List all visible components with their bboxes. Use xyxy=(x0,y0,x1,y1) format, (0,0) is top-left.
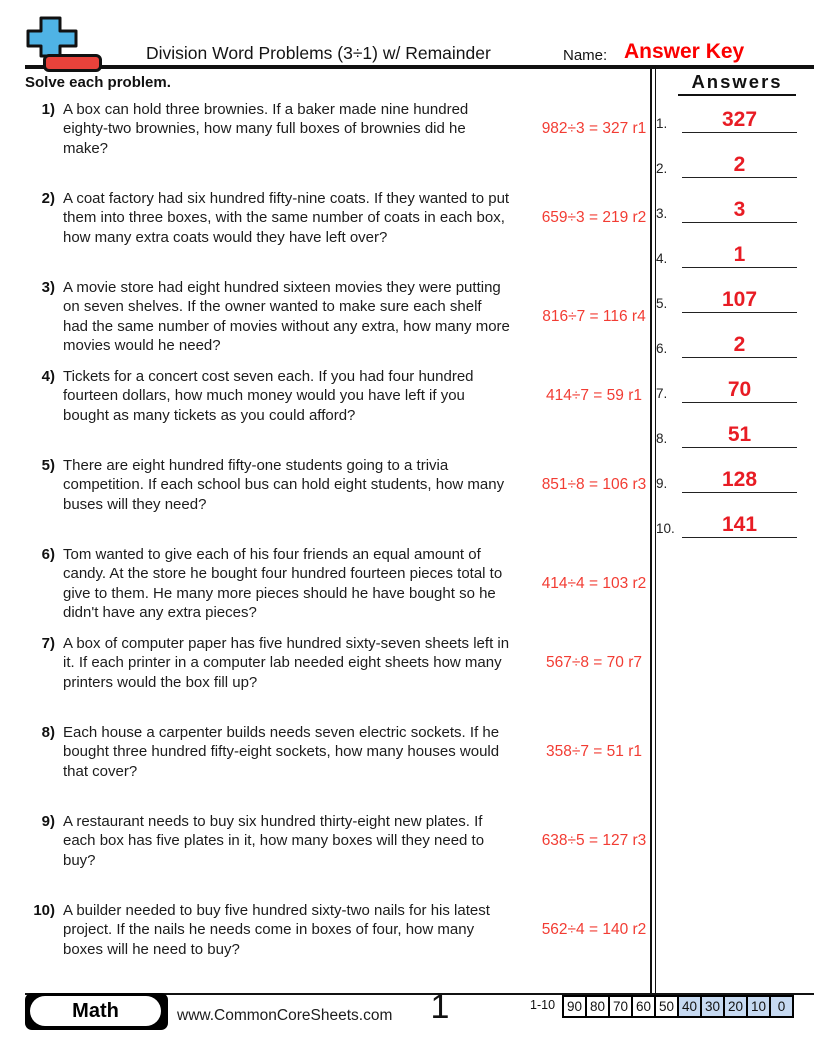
score-range-label: 1-10 xyxy=(530,998,556,1012)
answer-number: 1. xyxy=(656,116,668,131)
website-text: www.CommonCoreSheets.com xyxy=(177,1007,393,1024)
grading-scale xyxy=(562,995,794,1018)
answer-value: 70 xyxy=(727,378,752,401)
plus-minus-logo-icon xyxy=(24,12,106,72)
answer-value: 3 xyxy=(733,198,746,221)
problem-text: Tickets for a concert cost seven each. If you had four hundred fourteen dollars, how much money would you have left if you bought as many tickets as you could afford? xyxy=(63,368,474,424)
score-cell-90: 90 xyxy=(562,995,587,1018)
answer-row-1 xyxy=(655,88,807,133)
answer-row-8 xyxy=(655,403,807,448)
answer-row-3 xyxy=(655,178,807,223)
name-label: Name: xyxy=(563,47,608,64)
score-cell-60: 60 xyxy=(631,995,656,1018)
problem-row-7 xyxy=(25,634,647,723)
subject-badge xyxy=(25,993,168,1030)
problem-row-6 xyxy=(25,545,647,634)
problem-number: 8) xyxy=(41,724,55,741)
answer-blank-line xyxy=(682,537,797,538)
problem-number: 10) xyxy=(33,902,55,919)
problems-list xyxy=(25,100,647,990)
score-cell-20: 20 xyxy=(723,995,748,1018)
answer-value: 141 xyxy=(721,513,758,536)
answer-number: 10. xyxy=(656,521,675,536)
score-cell-50: 50 xyxy=(654,995,679,1018)
problem-number: 7) xyxy=(41,635,55,652)
score-cell-0: 0 xyxy=(769,995,794,1018)
score-cell-40: 40 xyxy=(677,995,702,1018)
subject-label: Math xyxy=(72,999,119,1022)
problem-text: A builder needed to buy five hundred sixty-two nails for his latest project. If the nails he needs come in boxes of four, how many boxes will he need to buy? xyxy=(63,902,490,958)
problem-row-1 xyxy=(25,100,647,189)
answer-number: 9. xyxy=(656,476,668,491)
page-title: Division Word Problems (3÷1) w/ Remainder xyxy=(146,43,491,63)
answer-value: 2 xyxy=(733,333,746,356)
answer-value: 327 xyxy=(721,108,758,131)
problem-number: 5) xyxy=(41,457,55,474)
header-divider xyxy=(25,65,814,69)
problem-text: A restaurant needs to buy six hundred thirty-eight new plates. If each box has five plates in it, how many boxes will they need to buy? xyxy=(63,813,485,869)
answer-row-5 xyxy=(655,268,807,313)
subject-pill xyxy=(30,996,161,1026)
problem-text: A movie store had eight hundred sixteen movies they were putting on seven shelves. If the owner wanted to make sure each shelf had the same number of movies without any extra, how many more movies would he need? xyxy=(63,279,510,355)
problem-equation: 414÷7 = 59 r1 xyxy=(546,387,642,404)
answer-key-label: Answer Key xyxy=(624,40,745,63)
problem-number: 1) xyxy=(41,101,55,118)
problem-row-10 xyxy=(25,901,647,990)
score-cell-70: 70 xyxy=(608,995,633,1018)
problem-row-8 xyxy=(25,723,647,812)
answer-value: 2 xyxy=(733,153,746,176)
answers-heading: Answers xyxy=(678,71,796,96)
problem-text: A box of computer paper has five hundred sixty-seven sheets left in it. If each printer in a computer lab needed eight sheets how many printers would the box fill up? xyxy=(63,635,510,691)
answer-number: 8. xyxy=(656,431,668,446)
problem-text: A box can hold three brownies. If a baker made nine hundred eighty-two brownies, how many full boxes of brownies did he make? xyxy=(63,101,469,157)
problem-row-4 xyxy=(25,367,647,456)
problem-number: 4) xyxy=(41,368,55,385)
problem-number: 9) xyxy=(41,813,55,830)
answer-row-2 xyxy=(655,133,807,178)
problem-equation: 982÷3 = 327 r1 xyxy=(541,120,647,137)
answer-number: 5. xyxy=(656,296,668,311)
problem-row-2 xyxy=(25,189,647,278)
problem-equation: 358÷7 = 51 r1 xyxy=(546,743,642,760)
problem-equation: 816÷7 = 116 r4 xyxy=(542,308,646,325)
problem-row-3 xyxy=(25,278,647,367)
problem-equation: 567÷8 = 70 r7 xyxy=(546,654,642,671)
problem-equation: 414÷4 = 103 r2 xyxy=(541,575,647,592)
problem-equation: 562÷4 = 140 r2 xyxy=(541,921,647,938)
problem-row-5 xyxy=(25,456,647,545)
problem-number: 6) xyxy=(41,546,55,563)
instructions-text: Solve each problem. xyxy=(25,74,171,91)
score-cell-30: 30 xyxy=(700,995,725,1018)
problem-text: Each house a carpenter builds needs seven electric sockets. If he bought three hundred fifty-eight sockets, how many houses would that cover? xyxy=(63,724,500,780)
problem-text: Tom wanted to give each of his four friends an equal amount of candy. At the store he bought four hundred fourteen pieces total to give to them. He many more pieces should he have bought so he didn't have any extra pieces? xyxy=(63,546,503,622)
answer-value: 107 xyxy=(721,288,758,311)
answer-row-7 xyxy=(655,358,807,403)
answer-row-6 xyxy=(655,313,807,358)
score-cell-10: 10 xyxy=(746,995,771,1018)
answer-value: 128 xyxy=(721,468,758,491)
answer-number: 3. xyxy=(656,206,668,221)
answer-number: 2. xyxy=(656,161,668,176)
page-number: 1 xyxy=(430,988,450,1026)
answer-number: 6. xyxy=(656,341,668,356)
answers-list xyxy=(655,88,807,538)
answer-value: 51 xyxy=(727,423,752,446)
answer-row-10 xyxy=(655,493,807,538)
problem-row-9 xyxy=(25,812,647,901)
problem-text: There are eight hundred fifty-one students going to a trivia competition. If each school bus can hold eight students, how many buses will they need? xyxy=(63,457,505,513)
answer-number: 4. xyxy=(656,251,668,266)
answer-row-9 xyxy=(655,448,807,493)
problem-text: A coat factory had six hundred fifty-nine coats. If they wanted to put them into three boxes, with the same number of coats in each box, how many extra coats would they have left over? xyxy=(63,190,510,246)
problem-equation: 851÷8 = 106 r3 xyxy=(541,476,647,493)
problem-number: 3) xyxy=(41,279,55,296)
score-cell-80: 80 xyxy=(585,995,610,1018)
problem-number: 2) xyxy=(41,190,55,207)
problem-equation: 638÷5 = 127 r3 xyxy=(541,832,647,849)
answer-row-4 xyxy=(655,223,807,268)
answer-value: 1 xyxy=(733,243,746,266)
problem-equation: 659÷3 = 219 r2 xyxy=(541,209,647,226)
answer-number: 7. xyxy=(656,386,668,401)
